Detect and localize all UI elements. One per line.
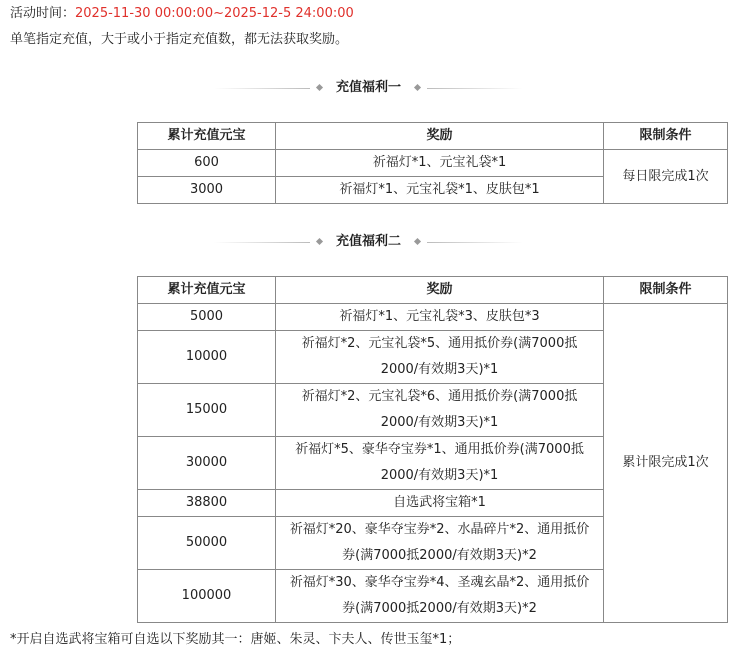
reward-line: 2000/有效期3天)*1	[380, 468, 499, 483]
header-reward: 奖励	[276, 277, 604, 304]
reward-cell	[276, 331, 604, 384]
table-header-row	[138, 277, 728, 304]
table-row	[138, 150, 728, 177]
activity-time-label: 活动时间：	[10, 6, 76, 21]
amount-cell: 5000	[138, 304, 276, 331]
header-reward: 奖励	[276, 123, 604, 150]
reward-line: 祈福灯*5、豪华夺宝券*1、通用抵价券(满7000抵	[295, 442, 584, 457]
amount-cell: 600	[138, 150, 276, 177]
reward-line: 券(满7000抵2000/有效期3天)*2	[342, 548, 537, 563]
amount-cell: 50000	[138, 517, 276, 570]
section1-heading	[0, 78, 737, 99]
header-limit: 限制条件	[604, 277, 728, 304]
header-amount: 累计充值元宝	[138, 123, 276, 150]
section2-heading	[0, 232, 737, 253]
divider-left-icon	[214, 238, 326, 247]
reward-line: 2000/有效期3天)*1	[380, 415, 499, 430]
table-row	[138, 304, 728, 331]
amount-cell: 38800	[138, 490, 276, 517]
limit-cell: 每日限完成1次	[604, 150, 728, 204]
amount-cell: 30000	[138, 437, 276, 490]
amount-cell: 10000	[138, 331, 276, 384]
reward-cell	[276, 437, 604, 490]
header-amount: 累计充值元宝	[138, 277, 276, 304]
reward-line: 券(满7000抵2000/有效期3天)*2	[342, 601, 537, 616]
table-header-row	[138, 123, 728, 150]
amount-cell: 3000	[138, 177, 276, 204]
divider-left-icon	[214, 84, 326, 93]
footnote: *开启自选武将宝箱可自选以下奖励其一：唐姬、朱灵、卞夫人、传世玉玺*1；	[10, 632, 461, 647]
reward-line: 祈福灯*30、豪华夺宝券*4、圣魂玄晶*2、通用抵价	[289, 575, 590, 590]
reward-line: 祈福灯*2、元宝礼袋*6、通用抵价券(满7000抵	[301, 389, 578, 404]
reward-table-2	[137, 276, 728, 623]
reward-line: 2000/有效期3天)*1	[380, 362, 499, 377]
rule-note: 单笔指定充值，大于或小于指定充值数，都无法获取奖励。	[10, 32, 349, 47]
activity-time	[10, 2, 354, 21]
reward-cell: 祈福灯*1、元宝礼袋*1	[276, 150, 604, 177]
amount-cell: 15000	[138, 384, 276, 437]
section1-title: 充值福利一	[335, 80, 401, 95]
reward-table-1	[137, 122, 728, 204]
reward-cell	[276, 517, 604, 570]
reward-line: 祈福灯*2、元宝礼袋*5、通用抵价券(满7000抵	[301, 336, 578, 351]
amount-cell: 100000	[138, 570, 276, 623]
reward-cell	[276, 384, 604, 437]
activity-time-value: 2025-11-30 00:00:00~2025-12-5 24:00:00	[75, 6, 354, 21]
divider-right-icon	[411, 238, 523, 247]
reward-line: 祈福灯*20、豪华夺宝券*2、水晶碎片*2、通用抵价	[289, 522, 590, 537]
header-limit: 限制条件	[604, 123, 728, 150]
reward-cell: 祈福灯*1、元宝礼袋*3、皮肤包*3	[276, 304, 604, 331]
reward-cell: 自选武将宝箱*1	[276, 490, 604, 517]
reward-cell: 祈福灯*1、元宝礼袋*1、皮肤包*1	[276, 177, 604, 204]
divider-right-icon	[411, 84, 523, 93]
section2-title: 充值福利二	[335, 234, 401, 249]
reward-cell	[276, 570, 604, 623]
limit-cell: 累计限完成1次	[604, 304, 728, 623]
